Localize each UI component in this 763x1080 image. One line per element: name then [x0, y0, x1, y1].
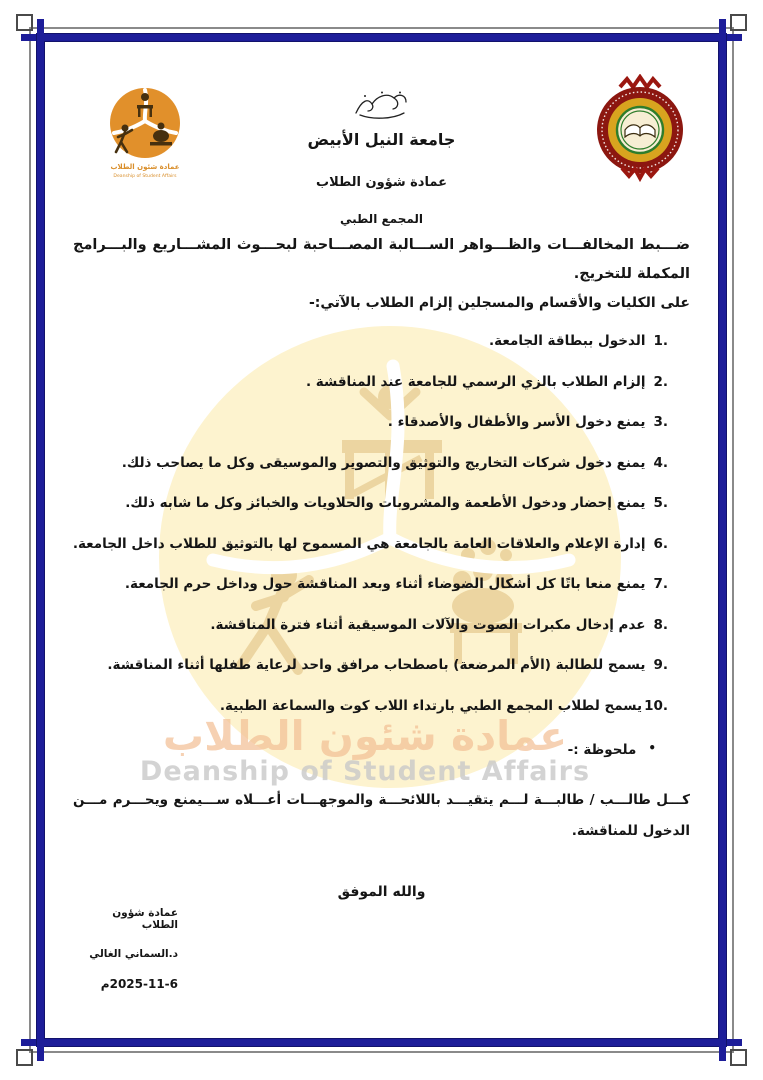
rule-text: يمنع دخول شركات التخاريج والتوثيق والتصوير والموسيقى وكل ما يصاحب ذلك. [121, 454, 646, 471]
rule-number: 5. [653, 495, 668, 511]
rule-item [60, 575, 668, 595]
rule-text: إلزام الطلاب بالزي الرسمي للجامعة عند المناقشة . [305, 373, 646, 390]
rule-item [60, 656, 668, 676]
note-body-line-2: الدخول للمناقشة. [571, 823, 690, 839]
rule-number: 6. [653, 535, 668, 552]
rule-item [60, 454, 668, 474]
rule-number: 4. [653, 454, 668, 471]
rule-item [60, 373, 668, 393]
rule-number: 3. [653, 414, 668, 430]
rule-text: يسمح لطلاب المجمع الطبي بارتداء اللاب كوت والسماعة الطبية. [219, 697, 643, 714]
subject-title [73, 231, 690, 289]
rule-item [60, 697, 668, 717]
subject-line-1: ضـــبط المخالفـــات والظـــواهر الســـالبة المصـــاحبة لبحـــوث المشـــاريع والبـــرامج [73, 237, 690, 253]
rule-number: 2. [653, 373, 668, 390]
watermark-english-text: Deanship of Student Affairs [139, 756, 591, 787]
rule-item [60, 535, 668, 555]
rule-text: يمنع منعا باتًا كل أشكال الضوضاء أثناء وبعد المناقشة حول وداخل حرم الجامعة. [124, 576, 646, 592]
bullet-icon: • [648, 741, 656, 755]
rule-number: 10. [644, 697, 668, 714]
note-label: ملحوظة :- [567, 742, 637, 758]
signature-date: م2025-11-6 [100, 977, 178, 991]
closing-dua: والله الموفق [337, 884, 426, 900]
note-heading [73, 741, 656, 758]
rule-number: 7. [653, 576, 668, 592]
rule-number: 9. [653, 657, 668, 673]
deanship-name: عمادة شؤون الطلاب [316, 175, 447, 190]
deanship-logo-caption-ar: عمادة شئون الطلاب [110, 163, 180, 171]
note-body-line-1: كـــل طالـــب / طالبـــة لـــم يتقيـــد باللائحـــة والموجهـــات أعـــلاه ســـيمنع ويحـــرم مـــن [73, 792, 690, 808]
rule-item [60, 332, 668, 352]
signature-name: د.السماني الغالي [89, 948, 178, 960]
rules-list [60, 332, 668, 737]
rule-text: يمنع إحضار ودخول الأطعمة والمشروبات والحلاويات والخبائز وكل ما شابه ذلك. [125, 495, 646, 511]
note-body [73, 785, 690, 847]
deanship-logo-caption-en: Deanship of Student Affairs [113, 174, 177, 179]
rule-text: يمنع دخول الأسر والأطفال والأصدقاء . [387, 414, 646, 430]
intro-line: على الكليات والأقسام والمسجلين إلزام الطلاب بالآتي:- [309, 295, 690, 311]
rule-text: إدارة الإعلام والعلاقات العامة بالجامعة هي المسموح لها بالتوثيق للطلاب داخل الجامعة. [72, 535, 646, 552]
department-name: المجمع الطبي [339, 212, 424, 226]
rule-item [60, 413, 668, 433]
bismillah-icon [353, 90, 411, 124]
rule-text: الدخول ببطاقة الجامعة. [489, 333, 646, 349]
university-name: جامعة النيل الأبيض [307, 130, 456, 149]
bismillah-calligraphy [0, 90, 763, 124]
rule-item [60, 494, 668, 514]
signature-org: عمادة شؤون الطلاب [112, 907, 178, 931]
rule-text: عدم إدخال مكبرات الصوت والآلات الموسيقية أثناء فترة المناقشة. [210, 616, 646, 633]
watermark-arabic-text: عمادة شئون الطلاب [162, 712, 568, 760]
subject-line-2: المكملة للتخريج. [573, 266, 690, 282]
rule-number: 8. [653, 616, 668, 633]
rule-text: يسمح للطالبة (الأم المرضعة) باصطحاب مرافق واحد لرعاية طفلها أثناء المناقشة. [107, 657, 646, 673]
rule-number: 1. [653, 333, 668, 349]
signature-block [76, 907, 178, 991]
rule-item [60, 616, 668, 636]
